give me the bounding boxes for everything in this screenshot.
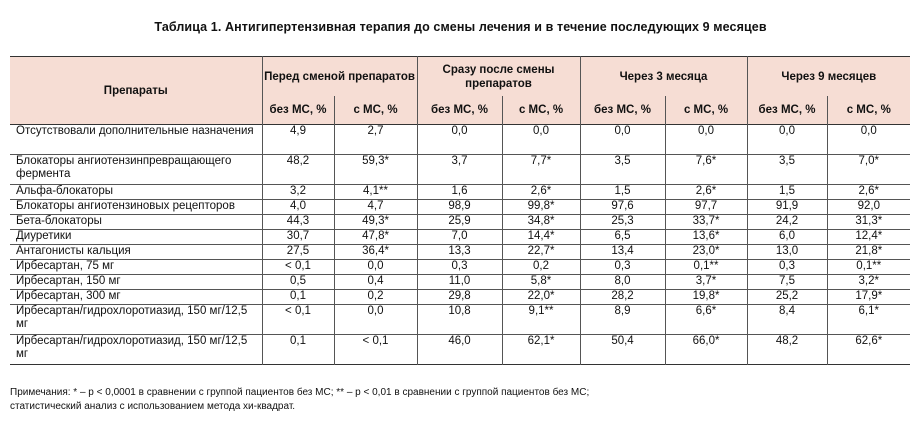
group-header-9-months: Через 9 месяцев (747, 57, 910, 97)
drug-name-cell: Отсутствовали дополнительные назначения (16, 125, 254, 137)
value-cell: 24,2 (747, 215, 827, 230)
value-cell: 10,8 (417, 305, 502, 335)
value-cell: 48,2 (747, 335, 827, 365)
subheader: без МС, % (262, 96, 334, 125)
value-cell: 50,4 (580, 335, 665, 365)
value-cell: 25,3 (580, 215, 665, 230)
value-cell: 0,3 (417, 260, 502, 275)
value-cell: 0,3 (580, 260, 665, 275)
value-cell: 0,1 (262, 335, 334, 365)
value-cell: 97,6 (580, 200, 665, 215)
drug-name-cell: Ирбесартан, 300 мг (16, 290, 121, 302)
value-cell: 7,5 (747, 275, 827, 290)
value-cell: 7,0* (827, 155, 910, 185)
value-cell: 28,2 (580, 290, 665, 305)
value-cell: 0,0 (747, 125, 827, 155)
value-cell: 92,0 (827, 200, 910, 215)
value-cell: 48,2 (262, 155, 334, 185)
group-header-3-months: Через 3 месяца (580, 57, 747, 97)
table-row (10, 230, 910, 245)
value-cell: 3,2* (827, 275, 910, 290)
value-cell: 36,4* (334, 245, 417, 260)
value-cell: 7,0 (417, 230, 502, 245)
table-container (10, 56, 910, 365)
value-cell: 11,0 (417, 275, 502, 290)
subheader: без МС, % (747, 96, 827, 125)
value-cell: 3,5 (747, 155, 827, 185)
value-cell: 59,3* (334, 155, 417, 185)
value-cell: 30,7 (262, 230, 334, 245)
table-row (10, 305, 910, 335)
value-cell: 98,9 (417, 200, 502, 215)
value-cell: 31,3* (827, 215, 910, 230)
notes-line-1: Примечания: * – p < 0,0001 в сравнении с группой пациентов без МС; ** – p < 0,01 в сравнении с группой пациентов без МС; (10, 387, 590, 398)
value-cell: 4,1** (334, 185, 417, 200)
value-cell: 0,0 (417, 125, 502, 155)
value-cell: 4,0 (262, 200, 334, 215)
drug-name-cell: Ирбесартан, 150 мг (16, 275, 121, 287)
value-cell: 0,0 (334, 305, 417, 335)
value-cell: 3,7 (417, 155, 502, 185)
value-cell: 17,9* (827, 290, 910, 305)
value-cell: 12,4* (827, 230, 910, 245)
table-row (10, 215, 910, 230)
table-row (10, 155, 910, 185)
value-cell: 6,0 (747, 230, 827, 245)
value-cell: 23,0* (665, 245, 747, 260)
value-cell: 66,0* (665, 335, 747, 365)
value-cell: 4,9 (262, 125, 334, 155)
value-cell: 1,5 (580, 185, 665, 200)
value-cell: < 0,1 (262, 305, 334, 335)
table-body (10, 125, 910, 365)
value-cell: 0,1 (262, 290, 334, 305)
value-cell: 0,0 (502, 125, 580, 155)
value-cell: 2,7 (334, 125, 417, 155)
table-row (10, 125, 910, 155)
table-row (10, 275, 910, 290)
therapy-table (10, 56, 910, 365)
drug-column-header: Препараты (10, 57, 262, 125)
value-cell: 62,1* (502, 335, 580, 365)
value-cell: 2,6* (827, 185, 910, 200)
value-cell: 3,5 (580, 155, 665, 185)
group-header-after: Сразу после смены препаратов (417, 57, 580, 97)
value-cell: 13,6* (665, 230, 747, 245)
value-cell: 46,0 (417, 335, 502, 365)
table-row (10, 335, 910, 365)
drug-name-cell: Ирбесартан/гидрохлоротиазид, 150 мг/12,5 мг (16, 335, 248, 360)
value-cell: 6,1* (827, 305, 910, 335)
value-cell: 99,8* (502, 200, 580, 215)
value-cell: 1,5 (747, 185, 827, 200)
value-cell: 0,2 (334, 290, 417, 305)
value-cell: 0,5 (262, 275, 334, 290)
value-cell: 13,4 (580, 245, 665, 260)
value-cell: 62,6* (827, 335, 910, 365)
table-title: Таблица 1. Антигипертензивная терапия до смены лечения и в течение последующих 9 месяцев (154, 20, 767, 34)
value-cell: 8,4 (747, 305, 827, 335)
value-cell: 29,8 (417, 290, 502, 305)
value-cell: 22,0* (502, 290, 580, 305)
value-cell: 3,7* (665, 275, 747, 290)
value-cell: 6,6* (665, 305, 747, 335)
value-cell: 0,4 (334, 275, 417, 290)
value-cell: 0,3 (747, 260, 827, 275)
value-cell: 2,6* (502, 185, 580, 200)
table-row (10, 185, 910, 200)
value-cell: 44,3 (262, 215, 334, 230)
value-cell: 1,6 (417, 185, 502, 200)
value-cell: 21,8* (827, 245, 910, 260)
value-cell: 34,8* (502, 215, 580, 230)
value-cell: 0,1** (665, 260, 747, 275)
value-cell: 8,0 (580, 275, 665, 290)
value-cell: 14,4* (502, 230, 580, 245)
subheader: с МС, % (665, 96, 747, 125)
table-row (10, 290, 910, 305)
value-cell: 47,8* (334, 230, 417, 245)
drug-name-cell: Блокаторы ангиотензиновых рецепторов (16, 200, 235, 212)
value-cell: 6,5 (580, 230, 665, 245)
value-cell: 0,0 (827, 125, 910, 155)
value-cell: 25,9 (417, 215, 502, 230)
table-row (10, 200, 910, 215)
notes-line-2: статистический анализ с использованием метода хи-квадрат. (10, 401, 296, 412)
group-header-before: Перед сменой препаратов (262, 57, 417, 97)
value-cell: 25,2 (747, 290, 827, 305)
value-cell: 9,1** (502, 305, 580, 335)
value-cell: < 0,1 (262, 260, 334, 275)
value-cell: 5,8* (502, 275, 580, 290)
value-cell: 2,6* (665, 185, 747, 200)
table-row (10, 260, 910, 275)
value-cell: 49,3* (334, 215, 417, 230)
drug-name-cell: Диуретики (16, 230, 72, 242)
value-cell: 0,1** (827, 260, 910, 275)
value-cell: 97,7 (665, 200, 747, 215)
value-cell: 91,9 (747, 200, 827, 215)
drug-name-cell: Блокаторы ангиотензинпревращающего фермента (16, 155, 232, 180)
subheader: с МС, % (334, 96, 417, 125)
table-row (10, 245, 910, 260)
value-cell: 7,6* (665, 155, 747, 185)
drug-name-cell: Ирбесартан, 75 мг (16, 260, 115, 272)
value-cell: 8,9 (580, 305, 665, 335)
drug-name-cell: Ирбесартан/гидрохлоротиазид, 150 мг/12,5 мг (16, 305, 248, 330)
value-cell: 22,7* (502, 245, 580, 260)
value-cell: 4,7 (334, 200, 417, 215)
value-cell: 19,8* (665, 290, 747, 305)
value-cell: 7,7* (502, 155, 580, 185)
value-cell: 0,2 (502, 260, 580, 275)
value-cell: 3,2 (262, 185, 334, 200)
subheader: с МС, % (502, 96, 580, 125)
subheader: с МС, % (827, 96, 910, 125)
subheader: без МС, % (580, 96, 665, 125)
drug-name-cell: Бета-блокаторы (16, 215, 102, 227)
value-cell: < 0,1 (334, 335, 417, 365)
value-cell: 0,0 (334, 260, 417, 275)
value-cell: 0,0 (580, 125, 665, 155)
table-notes (10, 386, 589, 414)
value-cell: 13,0 (747, 245, 827, 260)
value-cell: 33,7* (665, 215, 747, 230)
subheader: без МС, % (417, 96, 502, 125)
drug-name-cell: Антагонисты кальция (16, 245, 131, 257)
drug-name-cell: Альфа-блокаторы (16, 185, 113, 197)
value-cell: 27,5 (262, 245, 334, 260)
value-cell: 0,0 (665, 125, 747, 155)
value-cell: 13,3 (417, 245, 502, 260)
